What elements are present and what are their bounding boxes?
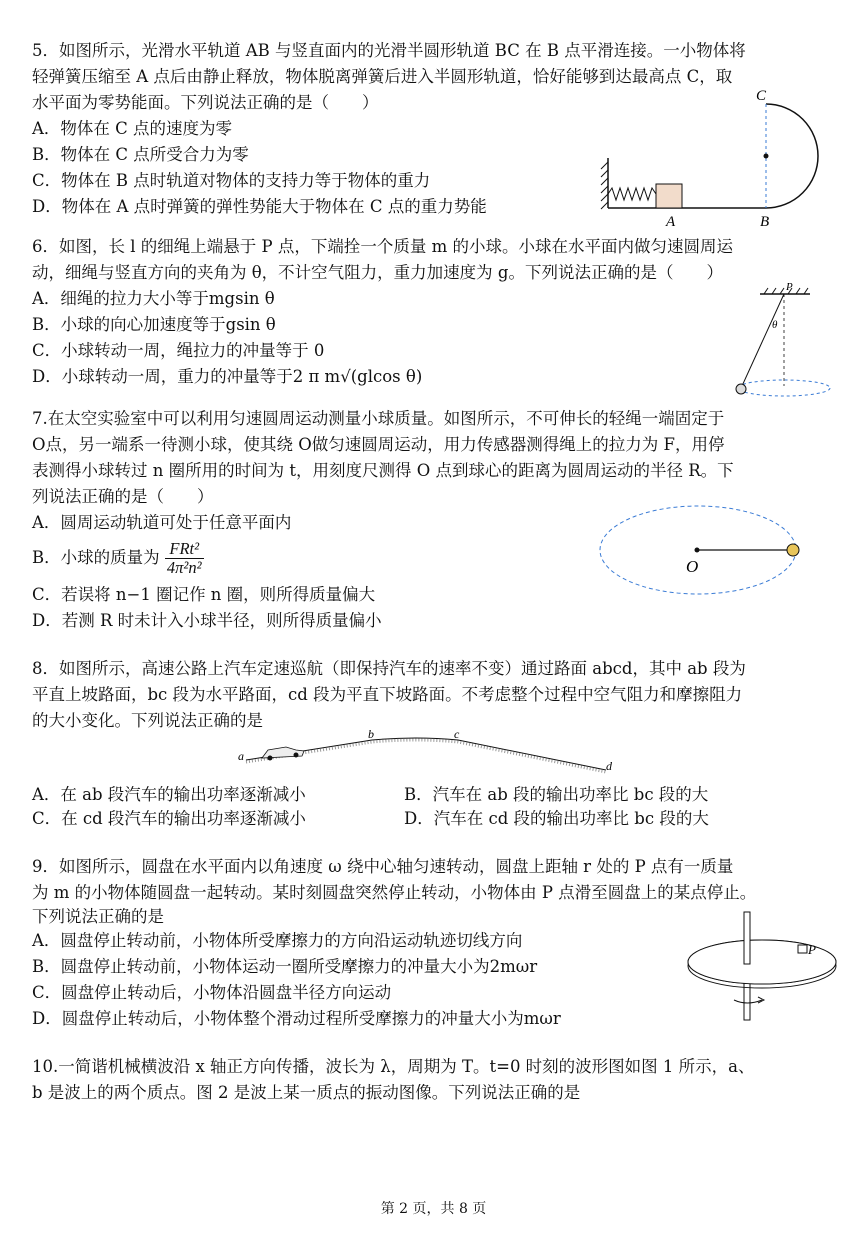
q9-label-p: P [808,942,816,957]
q6-line-1: 6．如图，长 l 的细绳上端悬于 P 点，下端拴一个质量 m 的小球。小球在水平面内做匀速圆周运 [32,237,733,256]
q7-line-2: O点，另一端系一待测小球，使其绕 O做匀速圆周运动，用力传感器测得绳上的拉力为 F，用停 [32,435,725,454]
q8-label-b: b [368,728,374,741]
q9-line-2: 为 m 的小物体随圆盘一起转动。某时刻圆盘突然停止转动，小物体由 P 点滑至圆盘上的某点停止。 [32,883,757,902]
mass-formula-numerator: FRt² [165,540,204,559]
q9-option-d: D．圆盘停止转动后，小物体整个滑动过程所受摩擦力的冲量大小为mωr [32,1009,561,1028]
q5-option-d: D．物体在 A 点时弹簧的弹性势能大于物体在 C 点的重力势能 [32,197,487,216]
q5-label-a: A [666,214,676,230]
q6-label-theta: θ [772,319,778,331]
q9-option-c: C．圆盘停止转动后，小物体沿圆盘半径方向运动 [32,983,392,1002]
q6-line-2: 动，细绳与竖直方向的夹角为 θ，不计空气阻力，重力加速度为 g。下列说法正确的是（ ） [32,263,723,282]
q7-option-c: C．若误将 n−1 圈记作 n 圈，则所得质量偏大 [32,585,376,604]
q7-line-1: 7.在太空实验室中可以利用匀速圆周运动测量小球质量。如图所示，不可伸长的轻绳一端固定于 [32,409,725,428]
q5-option-c: C．物体在 B 点时轨道对物体的支持力等于物体的重力 [32,171,431,190]
q5-line-2: 轻弹簧压缩至 A 点后由静止释放，物体脱离弹簧后进入半圆形轨道，恰好能够到达最高点 C，取 [32,67,733,86]
car-icon [262,747,304,761]
q8-label-a: a [238,749,244,763]
q7-option-b-prefix: B．小球的质量为 [32,548,160,567]
q10-line-2: b 是波上的两个质点。图 2 是波上某一质点的振动图像。下列说法正确的是 [32,1083,581,1102]
q7-option-b [32,540,204,577]
q8-figure [226,728,626,784]
q8-option-a: A．在 ab 段汽车的输出功率逐渐减小 [32,785,306,804]
q6-figure [728,282,838,400]
q5-line-1: 5．如图所示，光滑水平轨道 AB 与竖直面内的光滑半圆形轨道 BC 在 B 点平滑连接。一小物体将 [32,41,746,60]
mass-formula [165,540,204,577]
mass-formula-denominator: 4π²n² [166,558,202,577]
q6-option-d: D．小球转动一周，重力的冲量等于2 π m√(glcos θ) [32,367,423,386]
q7-option-a: A．圆周运动轨道可处于任意平面内 [32,513,292,532]
q6-option-c: C．小球转动一周，绳拉力的冲量等于 0 [32,341,325,360]
q8-line-2: 平直上坡路面，bc 段为水平路面，cd 段为平直下坡路面。不考虑整个过程中空气阻力和摩擦阻力 [32,685,743,704]
q9-option-b: B．圆盘停止转动前，小物体运动一圈所受摩擦力的冲量大小为2mωr [32,957,538,976]
q5-label-c: C [756,88,767,104]
q8-label-d: d [606,759,612,773]
q9-figure [684,906,844,1024]
q7-label-o: O [686,557,699,576]
q8-line-1: 8．如图所示，高速公路上汽车定速巡航（即保持汽车的速率不变）通过路面 abcd，其中 ab 段为 [32,659,746,678]
q8-option-b: B．汽车在 ab 段的输出功率比 bc 段的大 [404,785,709,804]
q5-option-a: A．物体在 C 点的速度为零 [32,119,233,138]
q10-line-1: 10.一简谐机械横波沿 x 轴正方向传播，波长为 λ，周期为 T。t=0 时刻的波形图如图 1 所示，a、 [32,1057,755,1076]
q7-line-3: 表测得小球转过 n 圈所用的时间为 t，用刻度尺测得 O 点到球心的距离为圆周运动的半径 R。下 [32,461,734,480]
q5-option-b: B．物体在 C 点所受合力为零 [32,145,249,164]
q6-option-a: A．细绳的拉力大小等于mgsin θ [32,289,275,308]
q5-figure [596,86,836,230]
q6-option-b: B．小球的向心加速度等于gsin θ [32,315,276,334]
q9-option-a: A．圆盘停止转动前，小物体所受摩擦力的方向沿运动轨迹切线方向 [32,931,523,950]
q7-figure [596,500,816,600]
q7-line-4: 列说法正确的是（ ） [32,487,214,506]
q6-label-p: P [786,282,793,293]
q8-option-c: C．在 cd 段汽车的输出功率逐渐减小 [32,809,306,828]
q5-label-b: B [760,214,770,230]
page-footer: 第 2 页，共 8 页 [380,1201,487,1217]
q5-line-3: 水平面为零势能面。下列说法正确的是（ ） [32,93,379,112]
q7-option-d: D．若测 R 时未计入小球半径，则所得质量偏小 [32,611,382,630]
q8-label-c: c [454,728,460,741]
q8-line-3: 的大小变化。下列说法正确的是 [32,711,263,730]
q9-line-1: 9．如图所示，圆盘在水平面内以角速度 ω 绕中心轴匀速转动，圆盘上距轴 r 处的 P 点有一质量 [32,857,734,876]
q9-line-3: 下列说法正确的是 [32,907,164,926]
q8-option-d: D．汽车在 cd 段的输出功率比 bc 段的大 [404,809,709,828]
